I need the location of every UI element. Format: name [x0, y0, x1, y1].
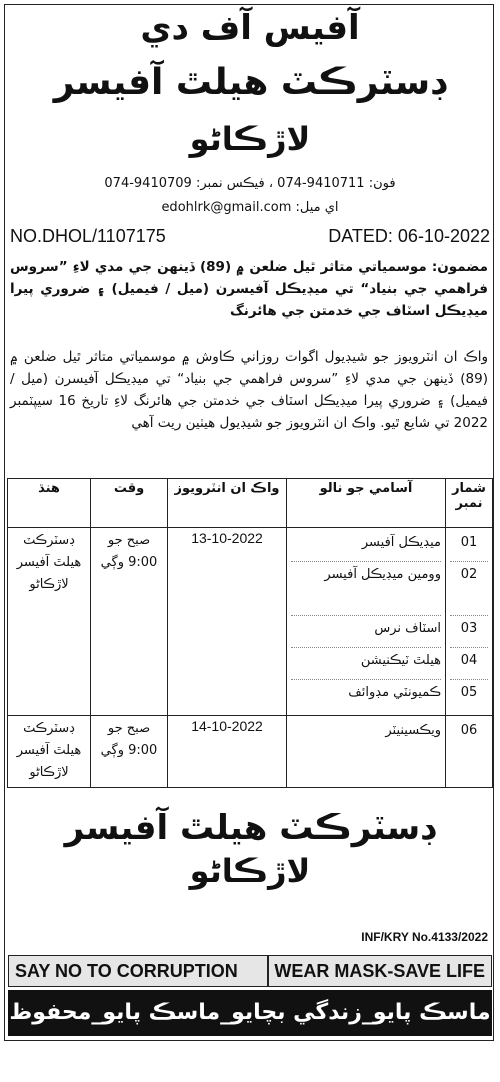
row-number: 03: [450, 616, 488, 648]
table-row: [8, 528, 493, 716]
header-number: شمار نمبر: [446, 479, 493, 528]
row-number: 01: [450, 530, 488, 562]
phone-label: فون:: [368, 176, 396, 191]
mask-slogan: WEAR MASK-SAVE LIFE: [274, 961, 485, 981]
office-heading-line1: آفيس آف دي: [140, 8, 360, 48]
subject-paragraph: مضمون: موسمياتي متاثر ٿيل ضلعن ۾ (89) ڏينهن جي مدي لاءِ ”سروس فراهمي جي بنياد“ تي ميڊيڪل آفيسرن (ميل / فيميل) ۽ ضروري پيرا ميڊيڪل اسٽاف جي خدمتن جي هائرنگ: [10, 259, 488, 319]
post-name: ويڪسينيٽر: [385, 723, 441, 739]
number-cell: [446, 716, 493, 788]
office-heading-line2: ڊسٽرڪٽ هيلٿ آفيسر: [53, 62, 447, 103]
interview-date: 13-10-2022: [168, 528, 287, 716]
number-cell: [446, 528, 493, 716]
post-name: وومين ميڊيڪل آفيسر: [291, 562, 441, 616]
anti-corruption-slogan: SAY NO TO CORRUPTION: [15, 961, 238, 981]
interview-time: صبح جو 9:00 وڳي: [91, 528, 168, 716]
header-post: آسامي جو نالو: [287, 479, 446, 528]
fax-label: ، فيڪس نمبر:: [195, 176, 274, 191]
row-number: 06: [460, 723, 478, 739]
signature-title: ڊسٽرڪٽ هيلٿ آفيسر: [64, 808, 436, 848]
phone-number: 074-9410711: [277, 176, 365, 191]
table-header-row: [8, 479, 493, 528]
office-heading-line3: لاڙڪاڻو: [189, 120, 311, 158]
contact-email: [0, 200, 500, 215]
row-number: 05: [460, 685, 478, 700]
header-interview: واڪ ان انٽرويوز: [168, 479, 287, 528]
reference-number: NO.DHOL/1107175: [10, 226, 166, 246]
post-name: اسٽاف نرس: [291, 616, 441, 648]
interview-venue: ڊسٽرڪٽ هيلٿ آفيسر لاڙڪاڻو: [8, 716, 91, 788]
reference-line: [10, 226, 490, 250]
header-time: وقت: [91, 479, 168, 528]
row-number: 04: [450, 648, 488, 680]
post-cell: [287, 716, 446, 788]
body-paragraph: واڪ ان انٽرويوز جو شيڊيول اگوات روزاني ڪاوش ۾ موسمياتي متاثر ٿيل ضلعن ۾ (89) ڏينهن جي مدي لاءِ ”سروس فراهمي جي بنياد“ تي ميڊيڪل آفيسرن (ميل / فيميل) ۽ ضروري پيرا ميڊيڪل اسٽاف جي خدمتن جي هائرنگ لاءِ تاريخ 16 سيپٽمبر 2022 تي شايع ٿيو. واڪ ان انٽرويوز جو شيڊيول هيٺين ريت آهي: [10, 349, 488, 431]
email-label: اي ميل:: [295, 200, 339, 215]
post-name: ميڊيڪل آفيسر: [291, 530, 441, 562]
post-name: هيلٿ ٽيڪنيشن: [291, 648, 441, 680]
reference-date: DATED: 06-10-2022: [328, 226, 490, 246]
table-row: [8, 716, 493, 788]
interview-time: صبح جو 9:00 وڳي: [91, 716, 168, 788]
interview-venue: ڊسٽرڪٽ هيلٿ آفيسر لاڙڪاڻو: [8, 528, 91, 716]
interview-date: 14-10-2022: [168, 716, 287, 788]
contact-phone-fax: [0, 176, 500, 191]
post-name: ڪميونٽي مڊوائف: [348, 685, 441, 700]
slogan-banner: [8, 955, 492, 987]
post-cell: [287, 528, 446, 716]
header-venue: هنڌ: [8, 479, 91, 528]
email-address: edohlrk@gmail.com: [161, 200, 292, 215]
row-number: 02: [450, 562, 488, 616]
inf-number: INF/KRY No.4133/2022: [361, 930, 488, 944]
urdu-slogan-banner: ماسڪ پايو_زندگي بچايو_ماسڪ پايو_محفوظ رهو: [8, 990, 492, 1036]
fax-number: 074-9410709: [104, 176, 192, 191]
interview-schedule-table: [7, 478, 493, 788]
banner-divider: [267, 956, 269, 986]
signature-location: لاڙڪاڻو: [189, 852, 311, 890]
